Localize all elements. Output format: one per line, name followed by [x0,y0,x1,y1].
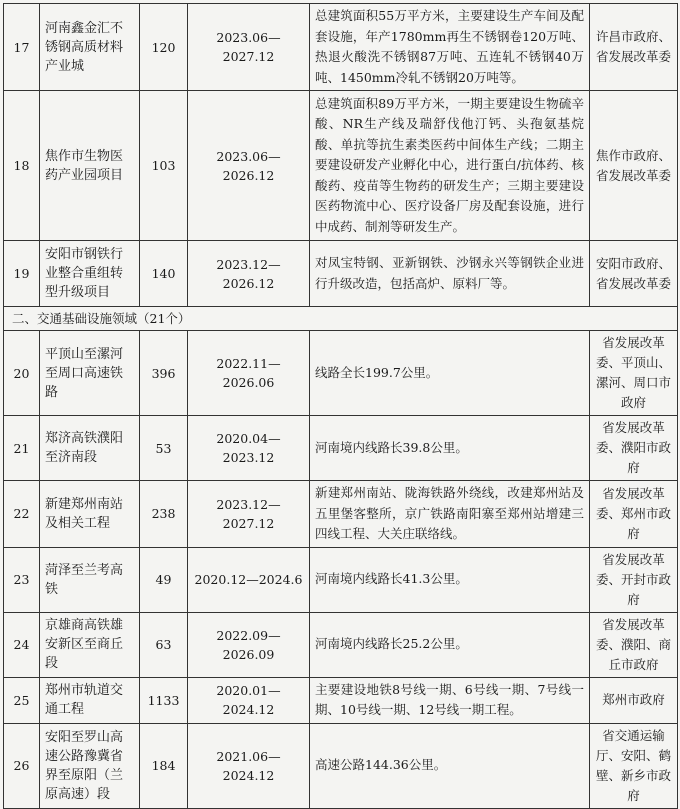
project-name: 郑州市轨道交通工程 [40,677,140,723]
investment-amount: 1133 [140,677,188,723]
investment-amount: 63 [140,612,188,677]
construction-period: 2023.06—2027.12 [188,4,310,91]
construction-content: 河南境内线路长41.3公里。 [310,547,590,612]
responsible-unit: 省发展改革委、平顶山、漯河、周口市政府 [590,331,678,416]
construction-content: 总建筑面积55万平方米，主要建设生产车间及配套设施，年产1780mm再生不锈钢卷120万吨、热退火酸洗不锈钢87万吨、五连轧不锈钢40万吨、1450mm冷轧不锈钢20万吨等。 [310,4,590,91]
construction-period: 2022.09—2026.09 [188,612,310,677]
project-name: 焦作市生物医药产业园项目 [40,91,140,241]
investment-amount: 184 [140,723,188,808]
construction-period: 2020.04—2023.12 [188,416,310,481]
construction-period: 2022.11—2026.06 [188,331,310,416]
row-number: 26 [4,723,40,808]
table-row [4,612,678,677]
investment-amount: 53 [140,416,188,481]
construction-content: 河南境内线路长25.2公里。 [310,612,590,677]
row-number: 21 [4,416,40,481]
investment-amount: 140 [140,241,188,307]
project-name: 平顶山至漯河至周口高速铁路 [40,331,140,416]
table-row [4,677,678,723]
row-number: 22 [4,481,40,548]
section-title: 二、交通基础设施领域（21个） [4,307,678,331]
table-row [4,723,678,808]
row-number: 17 [4,4,40,91]
table-row [4,331,678,416]
construction-period: 2021.06—2024.12 [188,723,310,808]
responsible-unit: 郑州市政府 [590,677,678,723]
table-row [4,241,678,307]
construction-content: 新建郑州南站、陇海铁路外绕线，改建郑州站及五里堡客整所，京广铁路南阳寨至郑州站增建三四线工程、大关庄联络线。 [310,481,590,548]
table-row [4,547,678,612]
responsible-unit: 许昌市政府、省发展改革委 [590,4,678,91]
table-body-transport [4,331,678,809]
project-table [3,3,678,809]
responsible-unit: 省发展改革委、濮阳市政府 [590,416,678,481]
investment-amount: 396 [140,331,188,416]
responsible-unit: 省发展改革委、濮阳、商丘市政府 [590,612,678,677]
construction-period: 2020.01—2024.12 [188,677,310,723]
project-name: 京雄商高铁雄安新区至商丘段 [40,612,140,677]
row-number: 23 [4,547,40,612]
construction-content: 高速公路144.36公里。 [310,723,590,808]
row-number: 25 [4,677,40,723]
construction-period: 2023.12—2027.12 [188,481,310,548]
construction-content: 河南境内线路长39.8公里。 [310,416,590,481]
table-row [4,91,678,241]
construction-content: 主要建设地铁8号线一期、6号线一期、7号线一期、10号线一期、12号线一期工程。 [310,677,590,723]
investment-amount: 120 [140,4,188,91]
investment-amount: 238 [140,481,188,548]
table-row [4,4,678,91]
responsible-unit: 省发展改革委、郑州市政府 [590,481,678,548]
construction-period: 2020.12—2024.6 [188,547,310,612]
project-name: 河南鑫金汇不锈钢高质材料产业城 [40,4,140,91]
responsible-unit: 省交通运输厅、安阳、鹤壁、新乡市政府 [590,723,678,808]
row-number: 20 [4,331,40,416]
responsible-unit: 焦作市政府、省发展改革委 [590,91,678,241]
construction-content: 线路全长199.7公里。 [310,331,590,416]
construction-period: 2023.06—2026.12 [188,91,310,241]
project-name: 新建郑州南站及相关工程 [40,481,140,548]
project-name: 郑济高铁濮阳至济南段 [40,416,140,481]
row-number: 24 [4,612,40,677]
table-row [4,416,678,481]
construction-content: 总建筑面积89万平方米，一期主要建设生物硫辛酸、NR生产线及瑞舒伐他汀钙、头孢氨基烷酸、单抗等抗生素类医药中间体生产线；二期主要建设研发产业孵化中心，进行蛋白/抗体药、核酸药、疫苗等生物药的研发生产；三期主要建设医药物流中心、医疗设备厂房及配套设施，进行中成药、制剂等研发生产。 [310,91,590,241]
investment-amount: 49 [140,547,188,612]
project-name: 安阳至罗山高速公路豫冀省界至原阳（兰原高速）段 [40,723,140,808]
construction-content: 对凤宝特钢、亚新钢铁、沙钢永兴等钢铁企业进行升级改造，包括高炉、原料厂等。 [310,241,590,307]
construction-period: 2023.12—2026.12 [188,241,310,307]
project-name: 安阳市钢铁行业整合重组转型升级项目 [40,241,140,307]
table-section [4,307,678,331]
table-body-industry [4,4,678,307]
table-row [4,481,678,548]
row-number: 18 [4,91,40,241]
investment-amount: 103 [140,91,188,241]
responsible-unit: 省发展改革委、开封市政府 [590,547,678,612]
row-number: 19 [4,241,40,307]
project-name: 菏泽至兰考高铁 [40,547,140,612]
responsible-unit: 安阳市政府、省发展改革委 [590,241,678,307]
